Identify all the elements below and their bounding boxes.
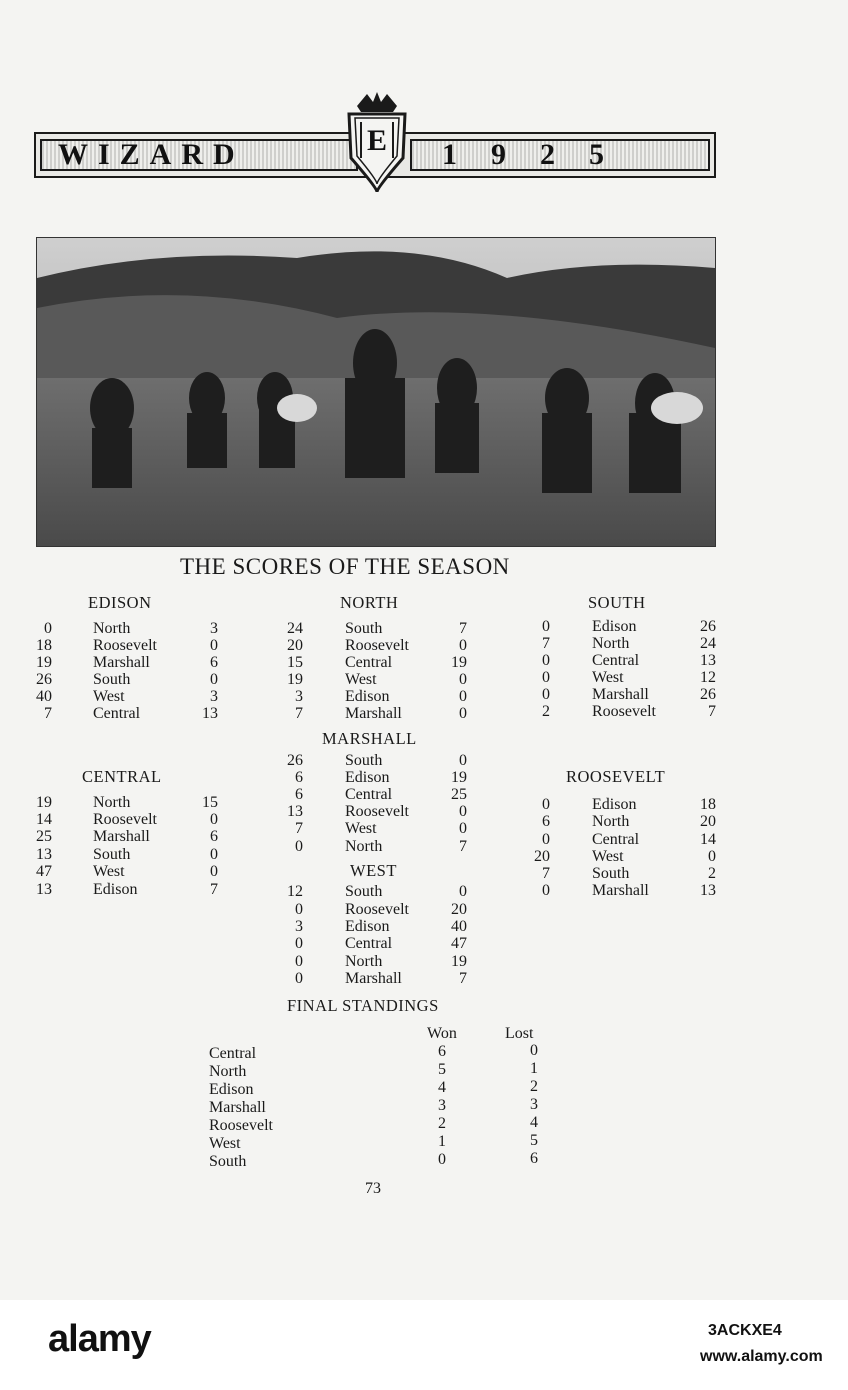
score-opponent: Edison xyxy=(345,688,390,705)
score-own: 6 xyxy=(295,786,303,803)
score-opp-points: 0 xyxy=(459,820,467,837)
banner-title: WIZARD xyxy=(58,138,245,171)
score-own: 13 xyxy=(36,881,52,898)
football-team-photo xyxy=(36,237,716,547)
score-own: 14 xyxy=(36,811,52,828)
score-opp-points: 6 xyxy=(210,654,218,671)
standings-lost: 2 xyxy=(530,1078,538,1095)
team-header-south: SOUTH xyxy=(588,593,646,612)
score-opp-points: 0 xyxy=(708,848,716,865)
score-opponent: South xyxy=(345,883,383,900)
score-opponent: North xyxy=(592,635,630,652)
score-opponent: West xyxy=(93,688,125,705)
team-header-north: NORTH xyxy=(340,593,399,612)
score-opp-points: 26 xyxy=(700,686,716,703)
score-opp-points: 7 xyxy=(459,970,467,987)
score-opp-points: 19 xyxy=(451,654,467,671)
standings-won: 0 xyxy=(438,1151,446,1168)
score-opp-points: 20 xyxy=(700,813,716,830)
score-opp-points: 2 xyxy=(708,865,716,882)
banner-year: 1925 xyxy=(442,138,638,171)
score-opp-points: 0 xyxy=(210,637,218,654)
score-opp-points: 7 xyxy=(708,703,716,720)
score-own: 0 xyxy=(542,652,550,669)
score-own: 3 xyxy=(295,688,303,705)
score-opp-points: 19 xyxy=(451,953,467,970)
score-own: 0 xyxy=(542,669,550,686)
score-opponent: Roosevelt xyxy=(345,901,409,918)
standings-won: 5 xyxy=(438,1061,446,1078)
score-opponent: Edison xyxy=(592,618,637,635)
standings-won: 2 xyxy=(438,1115,446,1132)
score-opp-points: 15 xyxy=(202,794,218,811)
score-opp-points: 24 xyxy=(700,635,716,652)
score-opponent: Marshall xyxy=(345,970,402,987)
score-opp-points: 0 xyxy=(459,705,467,722)
score-opponent: Marshall xyxy=(93,654,150,671)
score-opponent: Roosevelt xyxy=(345,803,409,820)
score-opp-points: 12 xyxy=(700,669,716,686)
score-own: 0 xyxy=(542,882,550,899)
score-opponent: Edison xyxy=(345,769,390,786)
score-own: 12 xyxy=(287,883,303,900)
standings-team: Marshall xyxy=(209,1099,266,1116)
score-opp-points: 0 xyxy=(210,811,218,828)
score-own: 2 xyxy=(542,703,550,720)
score-own: 19 xyxy=(36,654,52,671)
score-opponent: Marshall xyxy=(592,686,649,703)
standings-lost: 1 xyxy=(530,1060,538,1077)
score-opponent: Central xyxy=(345,786,393,803)
score-opponent: Central xyxy=(592,652,640,669)
score-own: 6 xyxy=(542,813,550,830)
standings-team: South xyxy=(209,1153,247,1170)
score-own: 0 xyxy=(542,618,550,635)
standings-team: Central xyxy=(209,1045,257,1062)
score-opponent: North xyxy=(93,620,131,637)
score-own: 26 xyxy=(36,671,52,688)
score-own: 20 xyxy=(534,848,550,865)
score-own: 7 xyxy=(44,705,52,722)
season-scores-title: THE SCORES OF THE SEASON xyxy=(180,554,510,579)
team-header-edison: EDISON xyxy=(88,593,152,612)
score-opp-points: 40 xyxy=(451,918,467,935)
score-own: 7 xyxy=(295,820,303,837)
score-own: 0 xyxy=(295,970,303,987)
score-opponent: Roosevelt xyxy=(93,637,157,654)
score-opponent: West xyxy=(592,669,624,686)
score-opp-points: 7 xyxy=(210,881,218,898)
score-opp-points: 7 xyxy=(459,838,467,855)
score-opp-points: 0 xyxy=(459,752,467,769)
score-opp-points: 19 xyxy=(451,769,467,786)
score-opp-points: 0 xyxy=(459,803,467,820)
standings-won: 3 xyxy=(438,1097,446,1114)
score-own: 15 xyxy=(287,654,303,671)
score-opp-points: 0 xyxy=(459,883,467,900)
score-own: 7 xyxy=(542,635,550,652)
score-own: 26 xyxy=(287,752,303,769)
score-opponent: West xyxy=(345,671,377,688)
score-opp-points: 13 xyxy=(202,705,218,722)
standings-won: 4 xyxy=(438,1079,446,1096)
score-opponent: Marshall xyxy=(345,705,402,722)
score-opponent: North xyxy=(345,838,383,855)
score-opp-points: 14 xyxy=(700,831,716,848)
score-opponent: Central xyxy=(93,705,141,722)
score-opp-points: 25 xyxy=(451,786,467,803)
score-opp-points: 13 xyxy=(700,652,716,669)
score-own: 24 xyxy=(287,620,303,637)
score-opponent: North xyxy=(93,794,131,811)
standings-team: Roosevelt xyxy=(209,1117,273,1134)
score-own: 40 xyxy=(36,688,52,705)
score-opponent: Central xyxy=(592,831,640,848)
page-number: 73 xyxy=(365,1180,381,1197)
score-opponent: South xyxy=(592,865,630,882)
score-opponent: South xyxy=(93,846,131,863)
score-own: 0 xyxy=(44,620,52,637)
team-header-roosevelt: ROOSEVELT xyxy=(566,767,666,786)
score-opp-points: 26 xyxy=(700,618,716,635)
score-opponent: South xyxy=(345,620,383,637)
score-opp-points: 18 xyxy=(700,796,716,813)
score-opponent: Marshall xyxy=(93,828,150,845)
score-own: 47 xyxy=(36,863,52,880)
score-opponent: Edison xyxy=(592,796,637,813)
score-own: 3 xyxy=(295,918,303,935)
watermark-url: www.alamy.com xyxy=(700,1348,823,1365)
score-opp-points: 13 xyxy=(700,882,716,899)
score-opp-points: 3 xyxy=(210,688,218,705)
score-opponent: West xyxy=(93,863,125,880)
team-header-central: CENTRAL xyxy=(82,767,162,786)
standings-won: 6 xyxy=(438,1043,446,1060)
score-own: 0 xyxy=(542,831,550,848)
score-own: 25 xyxy=(36,828,52,845)
banner-right-panel xyxy=(410,139,710,171)
score-opp-points: 7 xyxy=(459,620,467,637)
image-id: 3ACKXE4 xyxy=(708,1322,782,1339)
score-own: 6 xyxy=(295,769,303,786)
score-own: 18 xyxy=(36,637,52,654)
score-opp-points: 6 xyxy=(210,828,218,845)
score-opponent: South xyxy=(345,752,383,769)
standings-lost-header: Lost xyxy=(505,1025,534,1042)
standings-lost: 0 xyxy=(530,1042,538,1059)
standings-lost: 6 xyxy=(530,1150,538,1167)
score-opponent: West xyxy=(592,848,624,865)
score-opponent: West xyxy=(345,820,377,837)
standings-lost: 3 xyxy=(530,1096,538,1113)
score-opp-points: 0 xyxy=(210,671,218,688)
standings-team: Edison xyxy=(209,1081,254,1098)
standings-won: 1 xyxy=(438,1133,446,1150)
score-opp-points: 0 xyxy=(459,671,467,688)
score-own: 7 xyxy=(295,705,303,722)
score-opp-points: 47 xyxy=(451,935,467,952)
standings-won-header: Won xyxy=(427,1025,457,1042)
school-crest-icon xyxy=(343,88,411,198)
alamy-logo: alamy xyxy=(48,1318,151,1360)
score-own: 0 xyxy=(542,686,550,703)
team-header-west: WEST xyxy=(350,861,397,880)
score-opp-points: 0 xyxy=(459,637,467,654)
banner-left-panel xyxy=(40,139,358,171)
score-own: 19 xyxy=(287,671,303,688)
score-own: 0 xyxy=(295,935,303,952)
score-own: 13 xyxy=(36,846,52,863)
score-opponent: Edison xyxy=(93,881,138,898)
standings-lost: 5 xyxy=(530,1132,538,1149)
score-opp-points: 0 xyxy=(210,863,218,880)
score-opponent: Central xyxy=(345,654,393,671)
score-own: 20 xyxy=(287,637,303,654)
score-own: 19 xyxy=(36,794,52,811)
score-own: 13 xyxy=(287,803,303,820)
score-opponent: Marshall xyxy=(592,882,649,899)
score-opponent: Roosevelt xyxy=(592,703,656,720)
standings-team: North xyxy=(209,1063,247,1080)
score-opponent: Roosevelt xyxy=(93,811,157,828)
score-opponent: Central xyxy=(345,935,393,952)
score-opponent: Edison xyxy=(345,918,390,935)
standings-team: West xyxy=(209,1135,241,1152)
score-opponent: North xyxy=(592,813,630,830)
score-opp-points: 3 xyxy=(210,620,218,637)
score-own: 0 xyxy=(295,953,303,970)
final-standings-title: FINAL STANDINGS xyxy=(287,996,439,1015)
crest-letter: E xyxy=(366,124,388,157)
score-opp-points: 0 xyxy=(210,846,218,863)
score-own: 0 xyxy=(295,901,303,918)
score-own: 0 xyxy=(542,796,550,813)
score-opponent: South xyxy=(93,671,131,688)
team-header-marshall: MARSHALL xyxy=(322,729,417,748)
score-opp-points: 0 xyxy=(459,688,467,705)
score-own: 0 xyxy=(295,838,303,855)
standings-lost: 4 xyxy=(530,1114,538,1131)
score-opp-points: 20 xyxy=(451,901,467,918)
score-own: 7 xyxy=(542,865,550,882)
score-opponent: Roosevelt xyxy=(345,637,409,654)
score-opponent: North xyxy=(345,953,383,970)
